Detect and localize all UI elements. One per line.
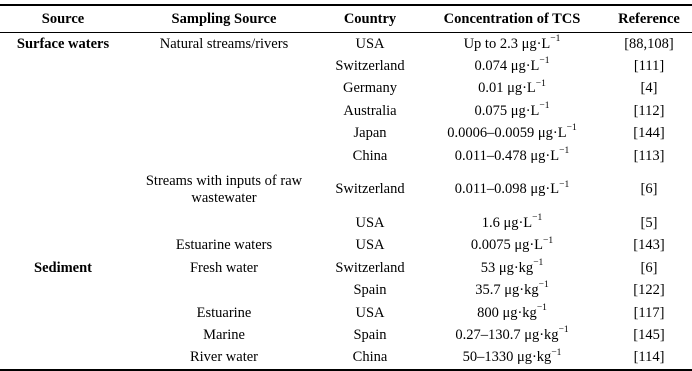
concentration-value: 0.01 μg·L (478, 80, 536, 97)
country-cell: Spain (353, 282, 387, 299)
source-cell (0, 145, 126, 167)
table-row (0, 302, 692, 324)
source-cell (0, 100, 126, 122)
source-cell: Surface waters (16, 35, 110, 52)
sampling-source-cell (126, 280, 322, 302)
source-cell: Sediment (34, 259, 92, 276)
concentration-cell (418, 145, 606, 167)
reference-cell: [112] (633, 102, 665, 119)
concentration-cell (418, 212, 606, 234)
table-row (0, 324, 692, 346)
sampling-source-cell: Marine (203, 326, 245, 343)
reference-cell: [122] (633, 282, 665, 299)
sampling-source-cell: Fresh water (189, 259, 259, 276)
concentration-cell (418, 280, 606, 302)
unit-exponent: −1 (533, 257, 544, 268)
concentration-value: 50–1330 μg·kg (462, 349, 552, 366)
country-cell: Japan (353, 125, 387, 142)
sampling-source-cell (126, 145, 322, 167)
table-row (0, 123, 692, 145)
concentration-value: 0.0006–0.0059 μg·L (447, 125, 567, 142)
tcs-concentration-table (0, 4, 692, 371)
sampling-source-cell: Estuarine (196, 304, 252, 321)
country-cell: USA (355, 215, 385, 232)
sampling-source-cell (126, 212, 322, 234)
table-row (0, 78, 692, 100)
header-sampling-source: Sampling Source (171, 10, 277, 27)
source-cell (0, 212, 126, 234)
reference-cell: [6] (640, 259, 658, 276)
source-cell (0, 123, 126, 145)
concentration-cell (418, 123, 606, 145)
country-cell: USA (355, 304, 385, 321)
source-cell (0, 302, 126, 324)
reference-cell: [113] (633, 147, 665, 164)
country-cell: Germany (343, 80, 397, 97)
unit-exponent: −1 (536, 302, 547, 313)
unit-exponent: −1 (535, 78, 546, 89)
country-cell: Spain (353, 326, 387, 343)
table-row (0, 257, 692, 279)
concentration-cell (418, 257, 606, 279)
unit-exponent: −1 (566, 123, 577, 134)
sampling-source-cell: Natural streams/rivers (159, 35, 289, 52)
table-row (0, 167, 692, 212)
concentration-value: Up to 2.3 μg·L (463, 35, 551, 52)
concentration-value: 1.6 μg·L (481, 215, 533, 232)
reference-cell: [88,108] (624, 35, 674, 52)
source-cell (0, 347, 126, 370)
table-row (0, 280, 692, 302)
header-country: Country (343, 10, 397, 27)
concentration-value: 35.7 μg·kg (475, 282, 539, 299)
source-cell (0, 55, 126, 77)
table-row (0, 55, 692, 77)
country-cell: USA (355, 35, 385, 52)
concentration-cell (418, 33, 606, 56)
table-row (0, 145, 692, 167)
header-reference: Reference (618, 10, 680, 27)
reference-cell: [111] (633, 58, 665, 75)
unit-exponent: −1 (539, 56, 550, 67)
reference-cell: [114] (633, 349, 665, 366)
concentration-cell (418, 167, 606, 212)
unit-exponent: −1 (543, 235, 554, 246)
concentration-value: 53 μg·kg (480, 259, 534, 276)
country-cell: Australia (343, 102, 397, 119)
source-cell (0, 235, 126, 257)
table-header (0, 5, 692, 33)
concentration-cell (418, 100, 606, 122)
country-cell: Switzerland (335, 259, 405, 276)
header-source: Source (41, 10, 85, 27)
concentration-value: 0.0075 μg·L (470, 237, 544, 254)
table-row (0, 235, 692, 257)
concentration-cell (418, 78, 606, 100)
country-cell: Switzerland (335, 58, 405, 75)
table-body (0, 33, 692, 371)
unit-exponent: −1 (539, 101, 550, 112)
sampling-source-cell: Estuarine waters (175, 237, 273, 254)
reference-cell: [144] (633, 125, 665, 142)
reference-cell: [5] (640, 215, 658, 232)
unit-exponent: −1 (550, 33, 561, 44)
concentration-cell (418, 324, 606, 346)
unit-exponent: −1 (551, 347, 562, 358)
reference-cell: [4] (640, 80, 658, 97)
sampling-source-cell (126, 55, 322, 77)
concentration-cell (418, 302, 606, 324)
table-row (0, 347, 692, 370)
concentration-value: 0.27–130.7 μg·kg (455, 326, 559, 343)
concentration-cell (418, 347, 606, 370)
reference-cell: [117] (633, 304, 665, 321)
country-cell: China (352, 147, 388, 164)
concentration-value: 0.074 μg·L (474, 58, 540, 75)
unit-exponent: −1 (559, 145, 570, 156)
reference-cell: [145] (633, 326, 665, 343)
source-cell (0, 324, 126, 346)
table-row (0, 212, 692, 234)
country-cell: China (352, 349, 388, 366)
unit-exponent: −1 (538, 280, 549, 291)
concentration-value: 0.075 μg·L (474, 102, 540, 119)
header-row (0, 5, 692, 33)
concentration-value: 800 μg·kg (477, 304, 537, 321)
sampling-source-cell: Streams with inputs of raw wastewater (145, 172, 303, 206)
source-cell (0, 167, 126, 212)
country-cell: USA (355, 237, 385, 254)
table-row (0, 100, 692, 122)
header-concentration: Concentration of TCS (443, 10, 581, 27)
concentration-value: 0.011–0.098 μg·L (454, 181, 560, 198)
sampling-source-cell (126, 78, 322, 100)
source-cell (0, 78, 126, 100)
table-row (0, 33, 692, 56)
concentration-cell (418, 235, 606, 257)
concentration-cell (418, 55, 606, 77)
sampling-source-cell (126, 123, 322, 145)
unit-exponent: −1 (532, 213, 543, 224)
reference-cell: [143] (633, 237, 665, 254)
reference-cell: [6] (640, 181, 658, 198)
sampling-source-cell (126, 100, 322, 122)
country-cell: Switzerland (335, 181, 405, 198)
concentration-value: 0.011–0.478 μg·L (454, 147, 560, 164)
sampling-source-cell: River water (189, 349, 259, 366)
unit-exponent: −1 (558, 325, 569, 336)
unit-exponent: −1 (559, 179, 570, 190)
source-cell (0, 280, 126, 302)
